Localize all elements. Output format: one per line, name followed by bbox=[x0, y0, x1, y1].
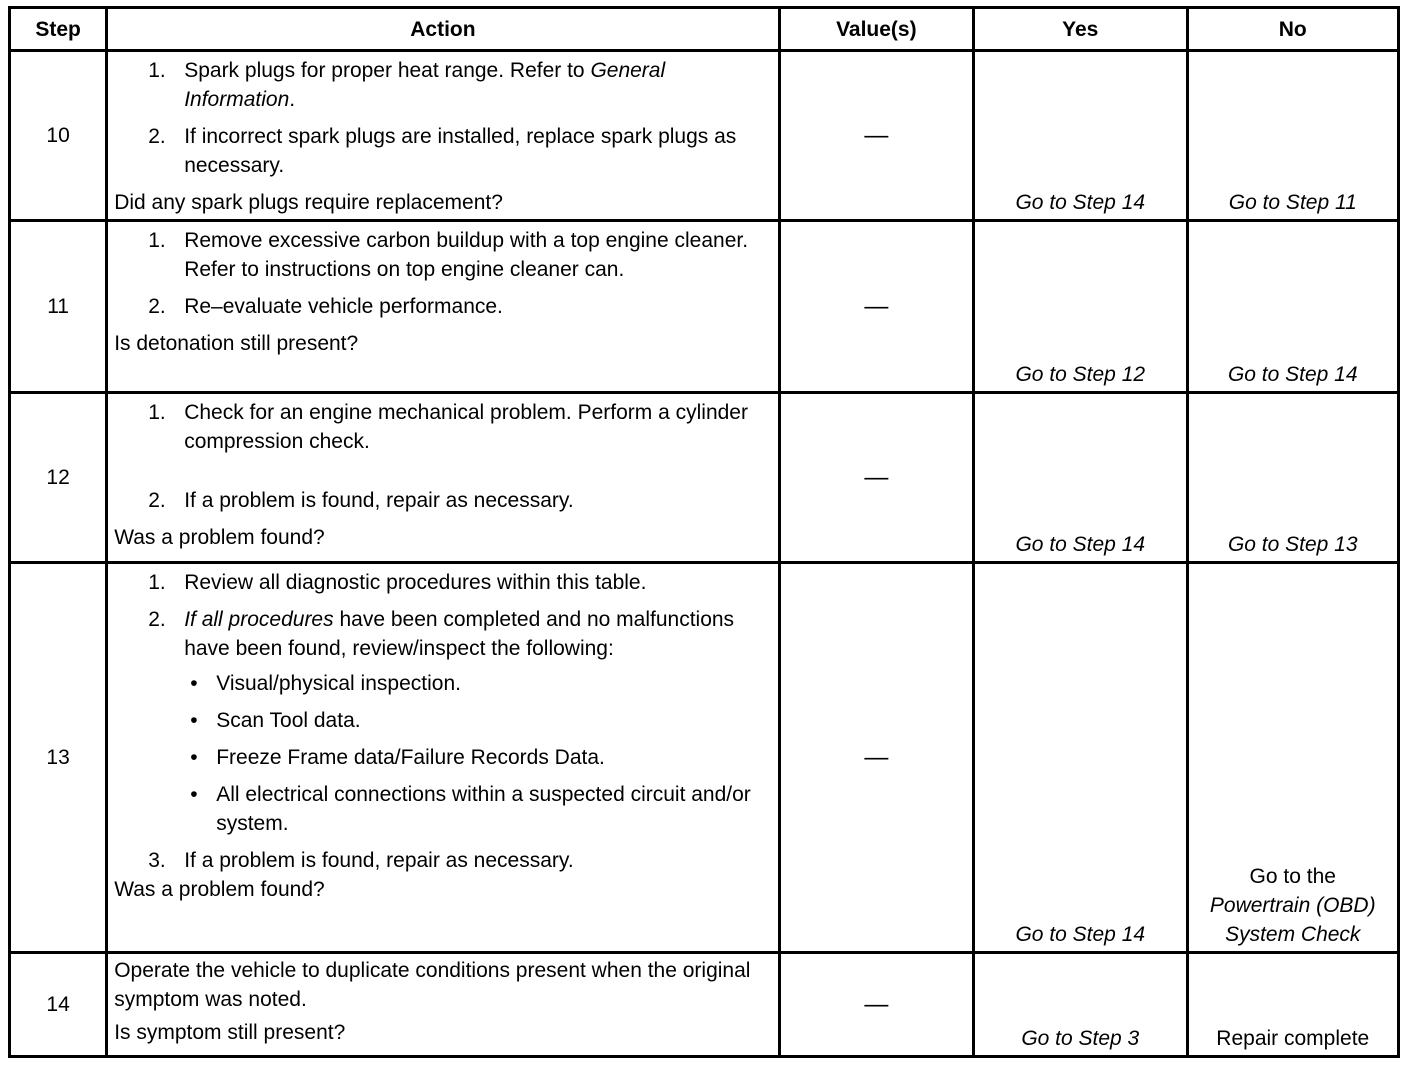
header-row bbox=[10, 8, 1399, 51]
question: Did any spark plugs require replacement? bbox=[114, 191, 503, 214]
list-item bbox=[184, 780, 773, 838]
step-num: 2. bbox=[148, 295, 166, 318]
step-num: 2. bbox=[148, 125, 166, 148]
list-item-text: Scan Tool data. bbox=[216, 709, 361, 732]
no-outcome: Go to Step 13 bbox=[1187, 393, 1399, 563]
value-cell: — bbox=[779, 953, 973, 1057]
bullet: • bbox=[190, 746, 198, 769]
yes-outcome: Go to Step 3 bbox=[974, 953, 1187, 1057]
bullet: • bbox=[190, 672, 198, 695]
step-num: 3. bbox=[148, 849, 166, 872]
list-item bbox=[184, 743, 773, 772]
step-text: have been completed and no malfunctions have been found, review/inspect the following: bbox=[184, 608, 735, 660]
action-cell bbox=[107, 953, 779, 1057]
action-cell bbox=[107, 51, 779, 221]
question: Was a problem found? bbox=[114, 526, 325, 549]
action-step bbox=[148, 292, 773, 321]
step-text: Remove excessive carbon buildup with a top engine cleaner. Refer to instructions on top engine cleaner can. bbox=[184, 229, 749, 281]
reference-general-information: General Information bbox=[184, 59, 666, 111]
step-text: If a problem is found, repair as necessary. bbox=[184, 849, 574, 872]
step-text: If a problem is found, repair as necessary. bbox=[184, 489, 574, 512]
action-steps bbox=[114, 398, 773, 515]
header-step: Step bbox=[10, 8, 107, 51]
spacer bbox=[148, 464, 773, 486]
action-cell bbox=[107, 563, 779, 953]
step-num: 1. bbox=[148, 571, 166, 594]
yes-outcome: Go to Step 12 bbox=[974, 221, 1187, 393]
action-steps bbox=[114, 568, 773, 875]
value-cell: — bbox=[779, 393, 973, 563]
value-cell: — bbox=[779, 51, 973, 221]
no-outcome: Repair complete bbox=[1187, 953, 1399, 1057]
list-item bbox=[184, 706, 773, 735]
table-row-step-10 bbox=[10, 51, 1399, 221]
step-text: If incorrect spark plugs are installed, replace spark plugs as necessary. bbox=[184, 125, 737, 177]
diagnostic-table bbox=[8, 6, 1400, 1058]
bullet: • bbox=[190, 709, 198, 732]
step-text: Re–evaluate vehicle performance. bbox=[184, 295, 503, 318]
action-step bbox=[148, 605, 773, 838]
list-item-text: Freeze Frame data/Failure Records Data. bbox=[216, 746, 605, 769]
no-outcome bbox=[1187, 563, 1399, 953]
step-text: Spark plugs for proper heat range. Refer to bbox=[184, 59, 591, 82]
action-steps bbox=[114, 56, 773, 180]
no-outcome: Go to Step 14 bbox=[1187, 221, 1399, 393]
action-step bbox=[148, 56, 773, 114]
action-step bbox=[148, 486, 773, 515]
step-number: 13 bbox=[10, 563, 107, 953]
header-no: No bbox=[1187, 8, 1399, 51]
action-step bbox=[148, 226, 773, 284]
step-number: 11 bbox=[10, 221, 107, 393]
bullet: • bbox=[190, 783, 198, 806]
no-outcome-line-1: Go to the bbox=[1249, 865, 1336, 888]
action-step bbox=[148, 398, 773, 456]
question: Is symptom still present? bbox=[114, 1021, 346, 1044]
step-num: 2. bbox=[148, 608, 166, 631]
action-text: Operate the vehicle to duplicate conditions present when the original symptom was noted. bbox=[114, 959, 751, 1011]
value-cell: — bbox=[779, 221, 973, 393]
action-cell bbox=[107, 221, 779, 393]
step-num: 1. bbox=[148, 229, 166, 252]
table-row-step-13 bbox=[10, 563, 1399, 953]
action-cell bbox=[107, 393, 779, 563]
step-number: 14 bbox=[10, 953, 107, 1057]
step-text: Check for an engine mechanical problem. Perform a cylinder compression check. bbox=[184, 401, 748, 453]
header-values: Value(s) bbox=[779, 8, 973, 51]
step-number: 10 bbox=[10, 51, 107, 221]
step-num: 2. bbox=[148, 489, 166, 512]
no-outcome: Go to Step 11 bbox=[1187, 51, 1399, 221]
header-yes: Yes bbox=[974, 8, 1187, 51]
table-row-step-12 bbox=[10, 393, 1399, 563]
header-action: Action bbox=[107, 8, 779, 51]
list-item-text: Visual/physical inspection. bbox=[216, 672, 461, 695]
table-row-step-14 bbox=[10, 953, 1399, 1057]
inspection-list bbox=[184, 669, 773, 838]
step-text-end: . bbox=[289, 88, 296, 111]
list-item-text: All electrical connections within a suspected circuit and/or system. bbox=[216, 783, 751, 835]
question: Was a problem found? bbox=[114, 878, 325, 901]
step-text: Review all diagnostic procedures within this table. bbox=[184, 571, 647, 594]
value-cell: — bbox=[779, 563, 973, 953]
step-number: 12 bbox=[10, 393, 107, 563]
reference-powertrain-obd: Powertrain (OBD) bbox=[1209, 894, 1376, 917]
yes-outcome: Go to Step 14 bbox=[974, 563, 1187, 953]
action-steps bbox=[114, 226, 773, 321]
reference-system-check: System Check bbox=[1225, 923, 1361, 946]
step-text-italic: If all procedures bbox=[184, 608, 334, 631]
action-step bbox=[148, 122, 773, 180]
action-step bbox=[148, 568, 773, 597]
question: Is detonation still present? bbox=[114, 332, 359, 355]
yes-outcome: Go to Step 14 bbox=[974, 51, 1187, 221]
table-row-step-11 bbox=[10, 221, 1399, 393]
yes-outcome: Go to Step 14 bbox=[974, 393, 1187, 563]
action-step bbox=[148, 846, 773, 875]
step-num: 1. bbox=[148, 401, 166, 424]
list-item bbox=[184, 669, 773, 698]
step-num: 1. bbox=[148, 59, 166, 82]
